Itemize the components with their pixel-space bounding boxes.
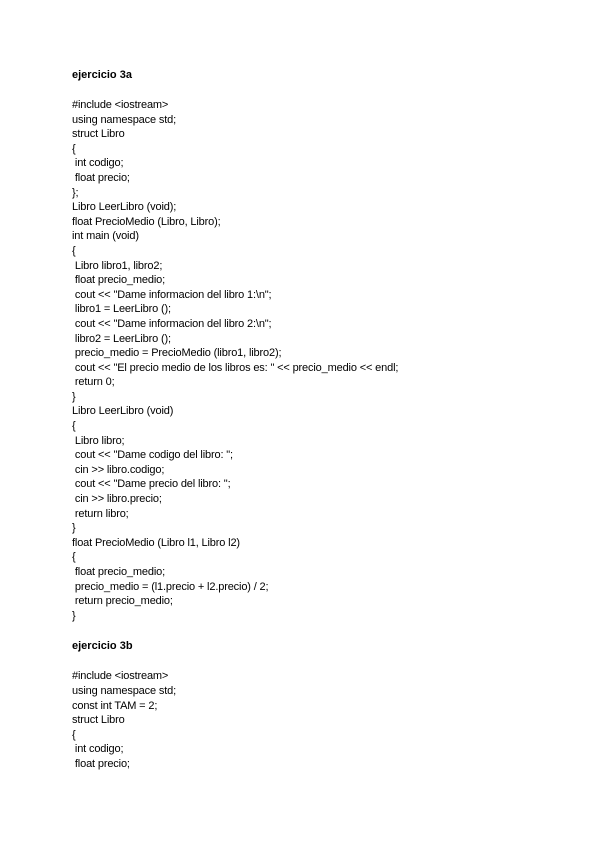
code-line: const int TAM = 2;	[72, 699, 158, 712]
code-line: }	[72, 609, 76, 622]
code-line: {	[72, 420, 76, 433]
code-line: }	[72, 390, 76, 403]
code-line: float PrecioMedio (Libro, Libro);	[72, 215, 221, 228]
code-line: return 0;	[72, 376, 115, 389]
code-line: {	[72, 728, 76, 741]
code-line: {	[72, 551, 76, 564]
code-line: Libro libro1, libro2;	[72, 259, 163, 272]
code-line: float precio_medio;	[72, 566, 165, 578]
code-line: cin >> libro.codigo;	[72, 463, 165, 476]
document-page	[72, 68, 572, 772]
spacer	[72, 623, 572, 639]
code-line: Libro LeerLibro (void);	[72, 201, 177, 214]
section-heading-3a: ejercicio 3a	[72, 69, 132, 81]
code-line: #include <iostream>	[72, 99, 169, 111]
code-line: libro1 = LeerLibro ();	[72, 303, 171, 316]
code-block-3b	[72, 669, 572, 771]
code-line: float PrecioMedio (Libro l1, Libro l2)	[72, 536, 240, 549]
code-block-3a	[72, 98, 572, 623]
code-line: int codigo;	[72, 157, 124, 170]
code-line: int main (void)	[72, 230, 139, 243]
code-line: cout << "El precio medio de los libros es: " << precio_medio << endl;	[72, 361, 399, 374]
code-line: {	[72, 244, 76, 257]
code-line: {	[72, 142, 76, 155]
code-line: };	[72, 186, 79, 199]
code-line: float precio;	[72, 171, 130, 184]
spacer	[72, 82, 572, 98]
code-line: Libro libro;	[72, 434, 125, 447]
section-heading-3b: ejercicio 3b	[72, 640, 133, 653]
code-line: #include <iostream>	[72, 670, 169, 683]
code-line: using namespace std;	[72, 113, 177, 126]
code-line: cout << "Dame informacion del libro 1:\n";	[72, 288, 272, 301]
code-line: cout << "Dame informacion del libro 2:\n";	[72, 317, 272, 330]
code-line: int codigo;	[72, 743, 124, 756]
spacer	[72, 653, 572, 669]
code-line: cin >> libro.precio;	[72, 493, 162, 506]
code-line: precio_medio = (l1.precio + l2.precio) / 2;	[72, 580, 269, 593]
code-line: Libro LeerLibro (void)	[72, 405, 174, 418]
code-line: float precio;	[72, 757, 130, 770]
code-line: using namespace std;	[72, 684, 177, 697]
code-line: struct Libro	[72, 714, 125, 727]
code-line: float precio_medio;	[72, 274, 165, 287]
code-line: return libro;	[72, 507, 129, 520]
code-line: cout << "Dame precio del libro: ";	[72, 478, 231, 491]
code-line: struct Libro	[72, 128, 125, 141]
code-line: }	[72, 522, 76, 535]
code-line: precio_medio = PrecioMedio (libro1, libro2);	[72, 347, 282, 360]
code-line: cout << "Dame codigo del libro: ";	[72, 449, 233, 462]
code-line: libro2 = LeerLibro ();	[72, 332, 171, 345]
code-line: return precio_medio;	[72, 595, 173, 608]
